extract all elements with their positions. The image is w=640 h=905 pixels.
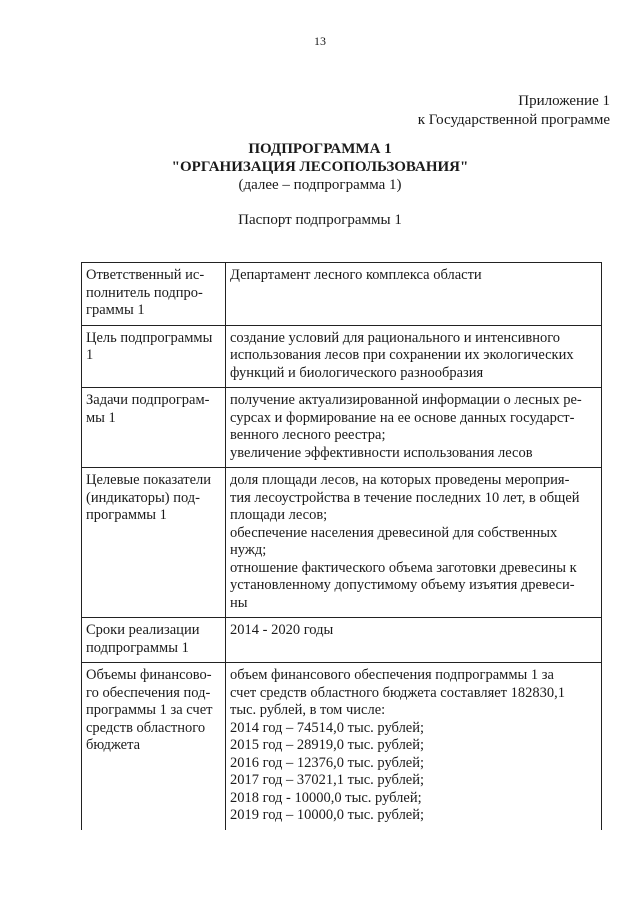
row-label-cell <box>82 325 226 388</box>
row-label-cell <box>82 388 226 468</box>
row-value-line: отношение фактического объема заготовки древесины к <box>230 559 577 576</box>
row-value-cell <box>226 663 602 830</box>
row-value-line: обеспечение населения древесиной для собственных <box>230 524 558 541</box>
row-value-cell <box>226 618 602 663</box>
row-label-line: Цель подпрограммы <box>86 329 213 346</box>
row-value-line: 2014 год – 74514,0 тыс. рублей; <box>230 719 425 736</box>
row-label-line: бюджета <box>86 737 141 753</box>
appendix-line-2: к Государственной программе <box>417 112 610 128</box>
row-label-cell <box>82 263 226 326</box>
passport-table <box>81 262 602 830</box>
table-row <box>82 468 602 618</box>
row-value-line: 2018 год - 10000,0 тыс. рублей; <box>230 789 422 806</box>
row-value-line: 2016 год – 12376,0 тыс. рублей; <box>230 754 425 771</box>
row-value-line: венного лесного реестра; <box>230 427 386 443</box>
row-label-line: Задачи подпрограм- <box>86 392 210 408</box>
appendix-line-1: Приложение 1 <box>518 93 610 109</box>
subprogram-note: (далее – подпрограмма 1) <box>238 177 402 193</box>
row-value-cell <box>226 325 602 388</box>
table-row <box>82 663 602 830</box>
row-value-line: увеличение эффективности использования лесов <box>230 444 533 461</box>
row-label-line: мы 1 <box>86 409 116 426</box>
row-label-cell <box>82 618 226 663</box>
row-label-line: программы 1 <box>86 507 167 523</box>
row-value-line: счет средств областного бюджета составляет 182830,1 <box>230 684 566 701</box>
row-value-cell <box>226 263 602 326</box>
row-value-line: доля площади лесов, на которых проведены мероприя- <box>230 472 570 488</box>
row-value-line: тия лесоустройства в течение последних 10 лет, в общей <box>230 489 580 506</box>
row-value-line: Департамент лесного комплекса области <box>230 267 482 283</box>
table-row <box>82 388 602 468</box>
row-value-line: создание условий для рационального и интенсивного <box>230 329 561 346</box>
row-value-line: получение актуализированной информации о лесных ре- <box>230 392 582 408</box>
row-value-line: 2017 год – 37021,1 тыс. рублей; <box>230 772 425 788</box>
table-row <box>82 325 602 388</box>
row-value-line: площади лесов; <box>230 507 328 523</box>
row-value-line: тыс. рублей, в том числе: <box>230 702 386 718</box>
row-value-line: нужд; <box>230 542 267 558</box>
row-value-line: установленному допустимому объему изъятия древеси- <box>230 577 575 593</box>
row-value-line: ны <box>230 594 248 611</box>
row-value-line: сурсах и формирование на ее основе данных государст- <box>230 409 575 426</box>
row-label-line: Объемы финансово- <box>86 667 212 683</box>
row-value-line: объем финансового обеспечения подпрограммы 1 за <box>230 667 554 683</box>
row-value-line: 2014 - 2020 годы <box>230 622 334 638</box>
row-label-line: полнитель подпро- <box>86 284 203 301</box>
row-value-cell <box>226 468 602 618</box>
row-label-line: Сроки реализации <box>86 622 200 638</box>
row-label-line: средств областного <box>86 719 206 736</box>
subprogram-title: ПОДПРОГРАММА 1 <box>248 141 392 157</box>
row-label-line: го обеспечения под- <box>86 684 211 701</box>
row-value-line: 2015 год – 28919,0 тыс. рублей; <box>230 737 425 753</box>
appendix-note <box>418 92 610 130</box>
row-label-line: 1 <box>86 347 94 363</box>
passport-table-body <box>82 263 602 830</box>
row-label-cell <box>82 663 226 830</box>
passport-title: Паспорт подпрограммы 1 <box>238 212 402 228</box>
row-label-line: Ответственный ис- <box>86 267 205 283</box>
row-label-line: граммы 1 <box>86 302 145 318</box>
row-label-line: программы 1 за счет <box>86 702 213 718</box>
row-label-line: Целевые показатели <box>86 472 212 488</box>
table-row <box>82 263 602 326</box>
row-value-line: использования лесов при сохранении их экологических <box>230 347 574 363</box>
row-value-line: 2019 год – 10000,0 тыс. рублей; <box>230 807 425 823</box>
table-row <box>82 618 602 663</box>
row-value-cell <box>226 388 602 468</box>
row-value-line: функций и биологического разнообразия <box>230 364 484 381</box>
subprogram-name: "ОРГАНИЗАЦИЯ ЛЕСОПОЛЬЗОВАНИЯ" <box>171 159 469 175</box>
row-label-cell <box>82 468 226 618</box>
row-label-line: подпрограммы 1 <box>86 639 189 656</box>
subprogram-heading <box>0 140 640 194</box>
row-label-line: (индикаторы) под- <box>86 489 201 506</box>
page-number: 13 <box>314 34 326 48</box>
